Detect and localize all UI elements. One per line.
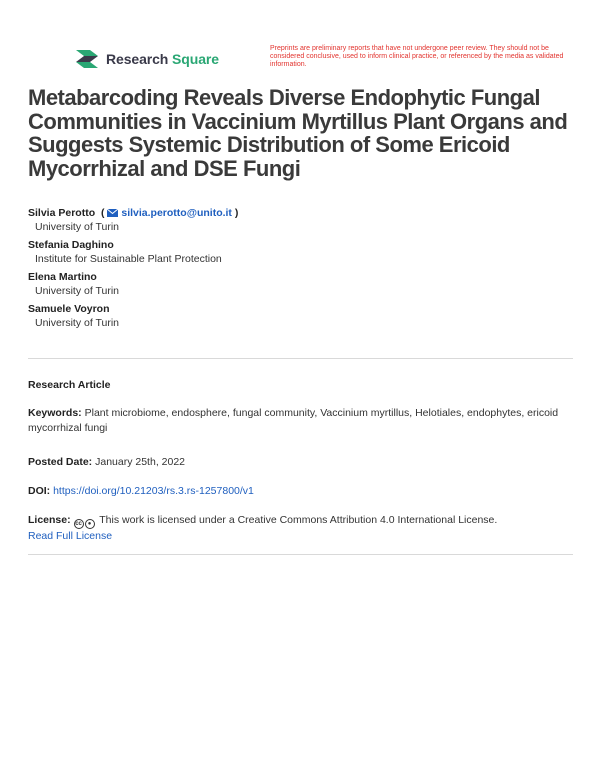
research-square-logo-icon — [74, 48, 100, 70]
author-list — [28, 206, 578, 334]
doi-label: DOI: — [28, 485, 51, 497]
by-icon: ● — [85, 519, 95, 529]
divider — [28, 358, 573, 359]
author-affiliation: University of Turin — [35, 285, 120, 297]
license-label: License: — [28, 514, 71, 526]
author-email-link[interactable]: silvia.perotto@unito.it — [121, 207, 232, 219]
author-name: Silvia Perotto — [28, 207, 96, 219]
keywords-value: Plant microbiome, endosphere, fungal community, Vaccinium myrtillus, Helotiales, endophytes, ericoid mycorrhizal fungi — [28, 407, 559, 434]
preprint-disclaimer: Preprints are preliminary reports that have not undergone peer review. They should not be considered conclusive, used to inform clinical practice, or referenced by the media as validated information. — [270, 45, 564, 69]
posted-date — [28, 455, 573, 470]
author-item: Silvia Perotto ( silvia.perotto@unito.it ) University of Turin — [28, 206, 578, 234]
posted-date-label: Posted Date: — [28, 456, 93, 468]
author-affiliation: Institute for Sustainable Plant Protection — [35, 253, 222, 265]
read-full-license-link[interactable]: Read Full License — [28, 530, 113, 542]
paper-title: Metabarcoding Reveals Diverse Endophytic Fungal Communities in Vaccinium Myrtillus Plant Organs and Suggests Systemic Distribution of Some Ericoid Mycorrhizal and DSE Fungi — [28, 85, 568, 181]
keywords — [28, 406, 573, 436]
author-affiliation: University of Turin — [35, 221, 120, 233]
author-name: Stefania Daghino — [28, 239, 114, 251]
research-square-logo[interactable] — [74, 48, 219, 70]
author-item — [28, 238, 578, 266]
license-text: This work is licensed under a Creative Commons Attribution 4.0 International License. — [99, 514, 498, 526]
envelope-icon — [107, 209, 118, 217]
article-type: Research Article — [28, 379, 111, 391]
keywords-label: Keywords: — [28, 407, 82, 419]
header — [0, 40, 600, 80]
cc-icon: cc — [75, 521, 82, 527]
author-name: Samuele Voyron — [28, 303, 110, 315]
author-item — [28, 270, 578, 298]
posted-date-value: January 25th, 2022 — [95, 456, 186, 468]
author-name: Elena Martino — [28, 271, 97, 283]
author-item — [28, 302, 578, 330]
license — [28, 513, 573, 544]
doi — [28, 484, 573, 499]
logo-text: Research Square — [106, 51, 219, 67]
author-affiliation: University of Turin — [35, 317, 120, 329]
doi-link[interactable]: https://doi.org/10.21203/rs.3.rs-1257800/v1 — [53, 485, 254, 497]
divider — [28, 554, 573, 555]
